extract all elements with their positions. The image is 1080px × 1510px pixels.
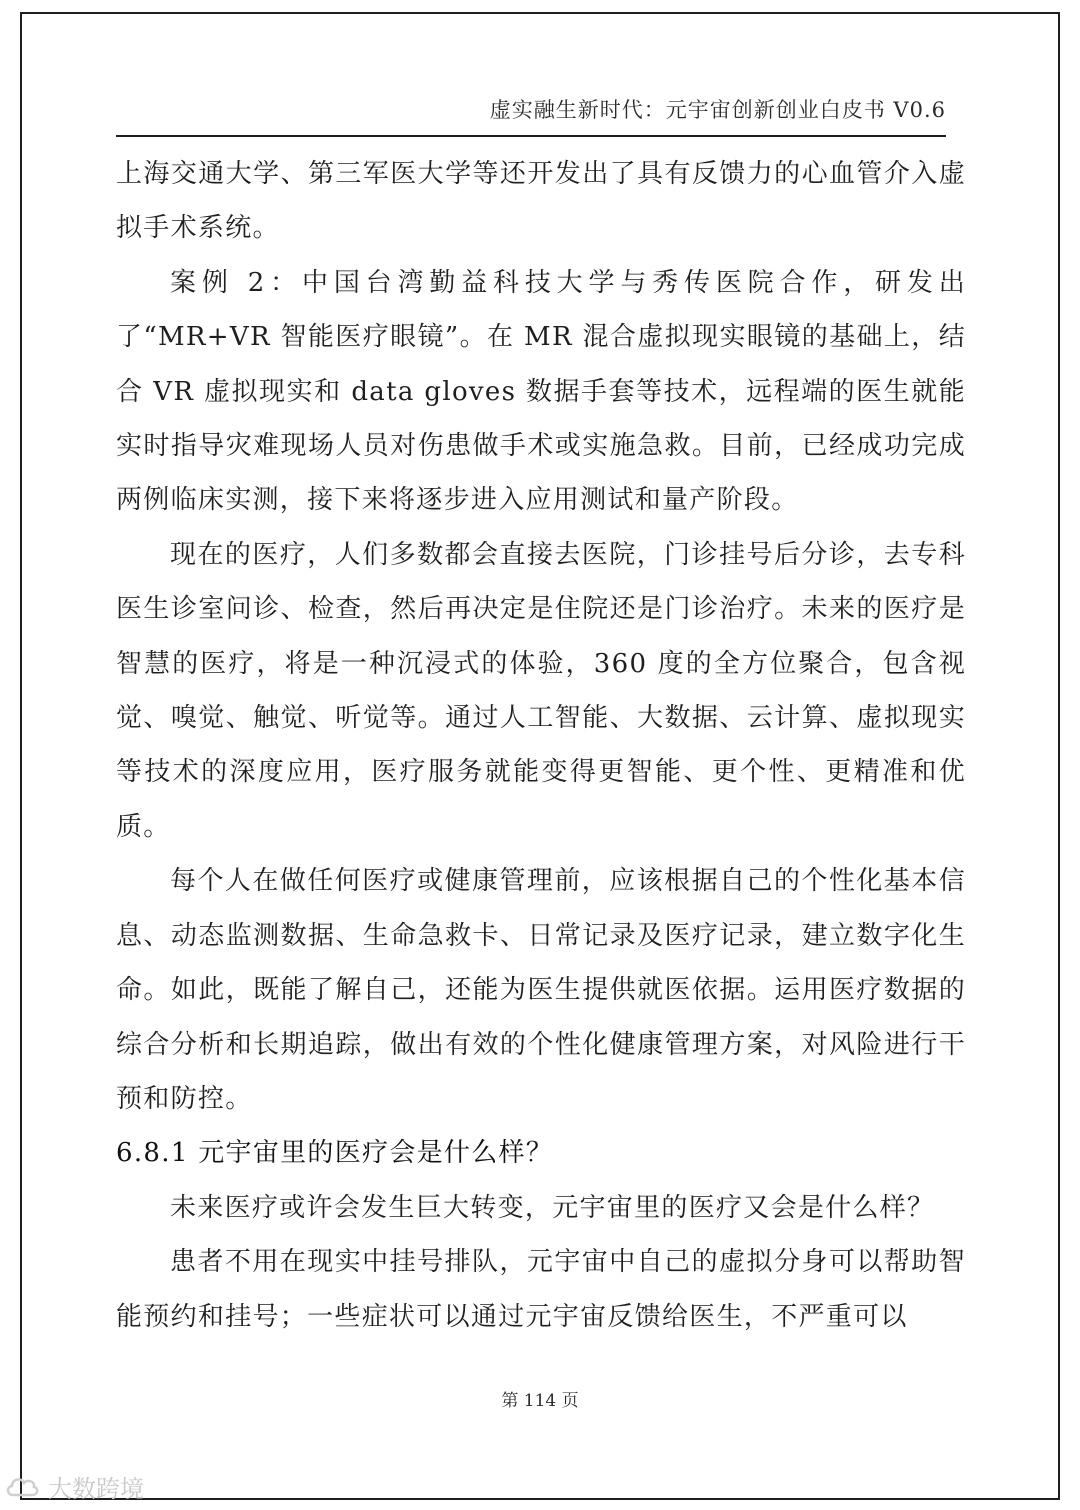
header-divider [116,135,946,137]
paragraph-1: 上海交通大学、第三军医大学等还开发出了具有反馈力的心血管介入虚拟手术系统。 [116,159,966,244]
paragraph-2: 案例 2：中国台湾勤益科技大学与秀传医院合作，研发出了“MR+VR 智能医疗眼镜”。在 MR 混合虚拟现实眼镜的基础上，结合 VR 虚拟现实和 data gloves 数据手套等技术，远程端的医生就能实时指导灾难现场人员对伤患做手术或实施急救。目前，已经成功完成两例临床实测，接下来将逐步进入应用测试和量产阶段。 [116,267,966,516]
page-number: 第 114 页 [501,1391,579,1411]
section-heading: 6.8.1 元宇宙里的医疗会是什么样？ [116,1138,554,1169]
paragraph-4: 每个人在做任何医疗或健康管理前，应该根据自己的个性化基本信息、动态监测数据、生命急救卡、日常记录及医疗记录，建立数字化生命。如此，既能了解自己，还能为医生提供就医依据。运用医疗数据的综合分析和长期追踪，做出有效的个性化健康管理方案，对风险进行干预和防控。 [116,866,966,1114]
document-body [116,147,966,1344]
cloud-logo-icon [4,1473,40,1499]
watermark [4,1470,144,1502]
section-paragraph-1: 未来医疗或许会发生巨大转变，元宇宙里的医疗又会是什么样？ [170,1192,935,1223]
section-paragraph-2: 患者不用在现实中挂号排队，元宇宙中自己的虚拟分身可以帮助智能预约和挂号；一些症状可以通过元宇宙反馈给医生，不严重可以 [116,1247,966,1332]
paragraph-3: 现在的医疗，人们多数都会直接去医院，门诊挂号后分诊，去专科医生诊室问诊、检查，然后再决定是住院还是门诊治疗。未来的医疗是智慧的医疗，将是一种沉浸式的体验，360 度的全方位聚合，包含视觉、嗅觉、触觉、听觉等。通过人工智能、大数据、云计算、虚拟现实等技术的深度应用，医疗服务就能变得更智能、更个性、更精准和优质。 [116,539,966,842]
running-header-title: 虚实融生新时代：元宇宙创新创业白皮书 V0.6 [489,98,946,122]
watermark-text: 大数跨境 [48,1474,144,1503]
